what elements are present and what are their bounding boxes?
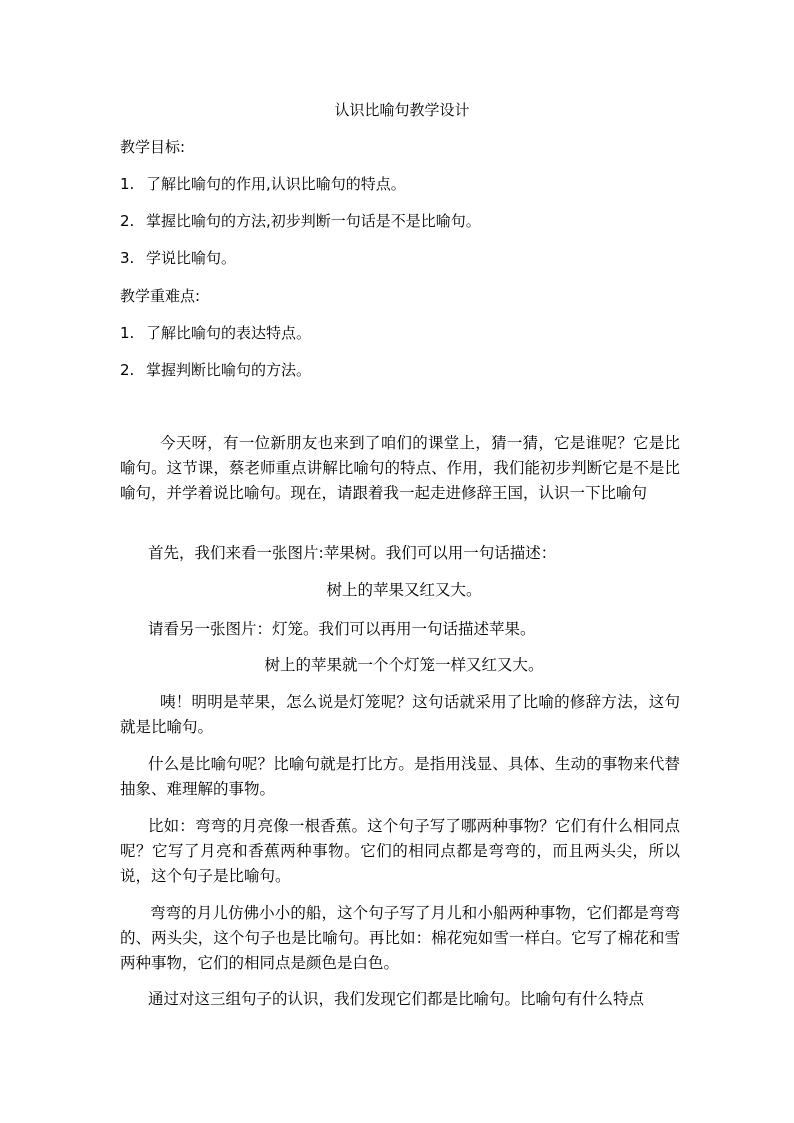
goal-number: 2. — [120, 212, 135, 230]
goal-text: 掌握比喻句的方法,初步判断一句话是不是比喻句。 — [146, 212, 481, 230]
document-title: 认识比喻句教学设计 — [334, 101, 470, 119]
goal-number: 3. — [120, 249, 135, 267]
paragraph-summary: 通过对这三组句子的认识，我们发现它们都是比喻句。比喻句有什么特点 — [148, 990, 645, 1008]
key-point-number: 1. — [120, 324, 135, 342]
key-point-text: 了解比喻句的表达特点。 — [146, 324, 312, 342]
paragraph-example-boat: 弯弯的月儿仿佛小小的船，这个句子写了月儿和小船两种事物，它们都是弯弯的、两头尖，这个句子也是比喻句。再比如：棉花宛如雪一样白。它写了棉花和雪两种事物，它们的相同点是颜色是白色。 — [120, 904, 680, 972]
key-point-text: 掌握判断比喻句的方法。 — [146, 361, 312, 379]
goals-heading: 教学目标: — [120, 138, 186, 156]
goal-text: 学说比喻句。 — [146, 249, 237, 267]
example-sentence-plain: 树上的苹果又红又大。 — [326, 581, 482, 599]
paragraph-first-picture: 首先，我们来看一张图片:苹果树。我们可以用一句话描述： — [148, 544, 557, 562]
goal-item-2 — [120, 208, 680, 234]
key-point-number: 2. — [120, 361, 135, 379]
key-point-item-2 — [120, 357, 680, 383]
key-points-heading: 教学重难点: — [120, 287, 201, 305]
example-sentence-metaphor: 树上的苹果就一个个灯笼一样又红又大。 — [264, 656, 544, 674]
goal-number: 1. — [120, 175, 135, 193]
goal-text: 了解比喻句的作用,认识比喻句的特点。 — [146, 175, 406, 193]
paragraph-example-moon: 比如：弯弯的月亮像一根香蕉。这个句子写了哪两种事物？它们有什么相同点呢？它写了月亮和香蕉两种事物。它们的相同点都是弯弯的，而且两头尖，所以说，这个句子是比喻句。 — [120, 817, 680, 885]
goal-item-3 — [120, 245, 680, 271]
paragraph-definition: 什么是比喻句呢？比喻句就是打比方。是指用浅显、具体、生动的事物来代替抽象、难理解的事物。 — [120, 755, 680, 798]
paragraph-explanation: 咦！明明是苹果，怎么说是灯笼呢？这句话就采用了比喻的修辞方法，这句就是比喻句。 — [120, 693, 680, 736]
key-point-item-1 — [120, 320, 680, 346]
paragraph-second-picture: 请看另一张图片：灯笼。我们可以再用一句话描述苹果。 — [148, 620, 536, 638]
paragraph-intro: 今天呀，有一位新朋友也来到了咱们的课堂上，猜一猜，它是谁呢？它是比喻句。这节课，蔡老师重点讲解比喻句的特点、作用，我们能初步判断它是不是比喻句，并学着说比喻句。现在，请跟着我一起走进修辞王国，认识一下比喻句 — [120, 434, 680, 502]
goal-item-1 — [120, 171, 680, 197]
